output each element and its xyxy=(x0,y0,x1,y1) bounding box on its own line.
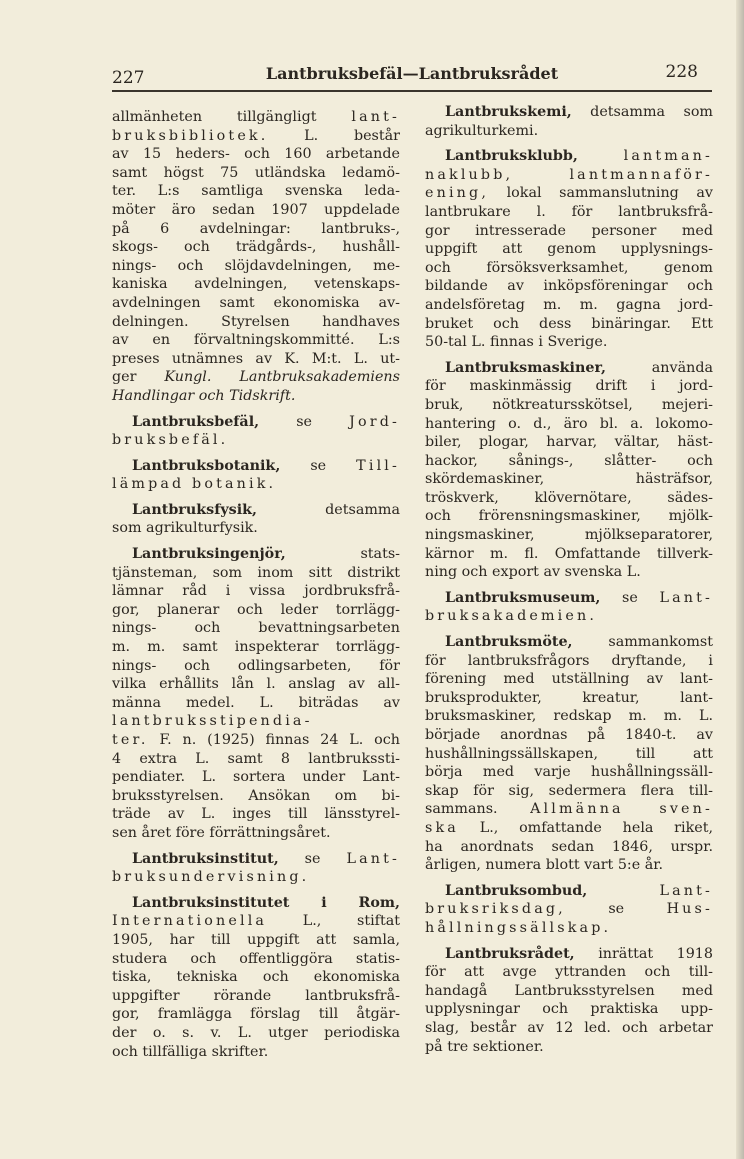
spaced-reference: Till- xyxy=(356,457,400,474)
text-segment: skap för sig, sedermera flera till- xyxy=(425,782,713,799)
text-line xyxy=(112,675,400,694)
text-segment: bruksmaskiner, redskap m. m. L. xyxy=(425,708,713,725)
dictionary-entry xyxy=(112,413,400,450)
text-line xyxy=(425,396,713,415)
text-segment: av 15 heders- och 160 arbetande xyxy=(112,146,400,163)
entry-headword: Lantbruksbotanik, xyxy=(132,457,281,474)
text-segment: detsamma xyxy=(257,501,400,518)
spaced-reference: ter. xyxy=(112,732,149,748)
page-edge xyxy=(736,0,744,1159)
entry-headword: Lantbruksrådet, xyxy=(445,945,575,962)
text-segment: lokal sammanslutning av xyxy=(489,185,713,202)
spaced-reference: ening, xyxy=(425,185,490,202)
text-line xyxy=(425,882,713,901)
text-line xyxy=(425,433,713,452)
text-line xyxy=(425,259,713,278)
left-page-number: 227 xyxy=(112,68,145,88)
text-segment: bruksstyrelsen. Ansökan om bi- xyxy=(112,787,400,804)
spaced-reference: Hus- xyxy=(666,901,713,918)
text-segment: pendiater. L. sortera under Lant- xyxy=(112,769,400,786)
spaced-reference: hållningssällskap. xyxy=(425,919,612,936)
text-segment: uppgift att genom upplysnings- xyxy=(425,241,713,258)
text-line xyxy=(425,315,713,334)
text-segment: av en förvaltningskommitté. L:s xyxy=(112,332,400,349)
spaced-reference: bruksbefäl. xyxy=(112,432,229,449)
header-rule xyxy=(112,90,712,92)
text-segment: andelsföretag m. m. gagna jord- xyxy=(425,296,713,313)
entry-headword: Lantbruksklubb, xyxy=(445,148,578,165)
text-line xyxy=(425,856,713,875)
text-segment: gor, framlägga förslag till åtgär- xyxy=(112,1006,400,1023)
text-line xyxy=(112,220,400,239)
text-segment: handagå Lantbruksstyrelsen med xyxy=(425,982,713,999)
text-line xyxy=(112,868,400,887)
text-line xyxy=(112,519,400,538)
text-segment: ning och export av svenska L. xyxy=(425,564,641,581)
text-segment: ha anordnats sedan 1846, urspr. xyxy=(425,838,713,855)
text-line xyxy=(112,1043,400,1062)
text-segment: männa medel. L. biträdas av xyxy=(112,694,400,711)
text-segment: sammans. xyxy=(425,801,531,818)
text-line xyxy=(425,707,713,726)
text-segment xyxy=(513,167,569,183)
text-line xyxy=(425,415,713,434)
text-segment: och tillfälliga skrifter. xyxy=(112,1043,269,1060)
text-line xyxy=(112,368,400,387)
text-segment: se xyxy=(565,901,667,918)
text-line xyxy=(112,712,400,731)
text-segment xyxy=(578,148,624,164)
spaced-reference: ska xyxy=(425,819,459,836)
text-line xyxy=(425,222,713,241)
text-segment: hushållningssällskapen, till att xyxy=(425,745,713,762)
text-segment: på tre sektioner. xyxy=(425,1038,544,1055)
italic-title: Handlingar och Tidskrift. xyxy=(112,387,296,404)
text-line xyxy=(112,475,400,494)
right-page-number: 228 xyxy=(665,62,698,82)
text-segment: bruksprodukter, kreatur, lant- xyxy=(425,689,713,706)
spaced-reference: Internationella xyxy=(112,913,268,930)
text-line xyxy=(425,838,713,857)
text-line xyxy=(425,945,713,964)
text-line xyxy=(425,726,713,745)
text-line xyxy=(112,1024,400,1043)
spaced-reference: lantman- xyxy=(623,148,713,165)
text-segment: L. består xyxy=(268,127,400,144)
text-segment: träde av L. inges till länsstyrel- xyxy=(112,806,400,823)
text-segment: för maskinmässig drift i jord- xyxy=(425,378,713,395)
text-line xyxy=(425,919,713,938)
entry-headword: Lantbruksfysik, xyxy=(132,501,258,518)
text-line xyxy=(425,359,713,378)
text-segment: preses utnämnes av K. M:t. L. ut- xyxy=(112,350,400,367)
entry-headword: Lantbruksombud, xyxy=(445,882,588,899)
text-segment: tjänsteman, som inom sitt distrikt xyxy=(112,564,400,581)
dictionary-entry xyxy=(425,633,713,875)
text-line xyxy=(112,201,400,220)
text-segment: årligen, numera blott vart 5:e år. xyxy=(425,857,664,874)
text-segment: se xyxy=(600,589,660,606)
text-line xyxy=(425,563,713,582)
spaced-reference: bruksundervisning. xyxy=(112,869,310,886)
text-segment: 4 extra L. samt 8 lantbrukssti- xyxy=(112,750,400,767)
text-line xyxy=(112,619,400,638)
text-line xyxy=(112,768,400,787)
text-segment: der o. s. v. L. utger periodiska xyxy=(112,1024,400,1041)
text-segment: m. m. samt inspekterar torrlägg- xyxy=(112,639,400,656)
text-segment: bruket och dess binäringar. Ett xyxy=(425,315,713,332)
text-line xyxy=(112,931,400,950)
entry-headword: Lantbrukskemi, xyxy=(445,104,572,120)
text-line xyxy=(425,633,713,652)
text-segment: avdelningen samt ekonomiska av- xyxy=(112,294,400,311)
text-line xyxy=(425,819,713,838)
header-title: Lantbruksbefäl—Lantbruksrådet xyxy=(265,64,559,83)
text-line xyxy=(112,564,400,583)
text-segment: ningsmaskiner, mjölkseparatorer, xyxy=(425,527,713,544)
text-segment: sammankomst xyxy=(572,634,713,651)
text-line xyxy=(425,963,713,982)
text-segment: vilka erhållits lån l. anslag av all- xyxy=(112,676,400,693)
text-line xyxy=(112,275,400,294)
text-line xyxy=(112,950,400,969)
text-segment: skördemaskiner, hästräfsor, xyxy=(425,471,713,488)
text-line xyxy=(425,122,713,141)
text-segment: ger xyxy=(112,369,165,386)
text-line xyxy=(425,1038,713,1057)
text-line xyxy=(112,545,400,564)
text-line xyxy=(112,238,400,257)
text-line xyxy=(425,203,713,222)
text-segment: lämnar råd i vissa jordbruksfrå- xyxy=(112,583,400,600)
text-line xyxy=(425,296,713,315)
text-segment: bildande av inköpsföreningar och xyxy=(425,278,713,295)
text-line xyxy=(112,350,400,369)
spaced-reference: lantbruksstipendia- xyxy=(112,713,313,730)
text-segment: tröskverk, klövernötare, sädes- xyxy=(425,489,713,506)
dictionary-entry xyxy=(112,457,400,494)
text-line xyxy=(425,470,713,489)
text-line xyxy=(112,987,400,1006)
text-segment: sen året före förrättningsåret. xyxy=(112,824,331,841)
text-segment: L., omfattande hela riket, xyxy=(458,819,713,836)
text-segment: använda xyxy=(605,359,713,376)
text-segment: som agrikulturfysik. xyxy=(112,520,258,537)
text-line xyxy=(112,294,400,313)
text-line xyxy=(425,184,713,203)
text-segment: se xyxy=(259,413,350,430)
text-segment: hantering o. d., äro bl. a. lokomo- xyxy=(425,415,713,432)
entry-headword: Lantbruksinstitut, xyxy=(132,850,279,867)
text-segment: bruk, nötkreatursskötsel, mejeri- xyxy=(425,396,713,413)
spaced-reference: bruksriksdag, xyxy=(425,901,566,918)
spaced-reference: Jord- xyxy=(349,413,400,430)
text-line xyxy=(112,850,400,869)
spaced-reference: lantmannaför- xyxy=(569,166,713,183)
text-line xyxy=(425,377,713,396)
entry-headword: Lantbruksmöte, xyxy=(445,634,573,651)
dictionary-entry xyxy=(425,945,713,1057)
text-segment: slag, består av 12 led. och arbetar xyxy=(425,1019,713,1036)
text-segment: på 6 avdelningar: lantbruks-, xyxy=(112,220,400,237)
text-line xyxy=(425,763,713,782)
text-segment: detsamma som xyxy=(571,104,713,120)
text-line xyxy=(112,164,400,183)
text-line xyxy=(425,240,713,259)
entry-headword: Lantbruksingenjör, xyxy=(132,546,286,563)
text-line xyxy=(112,894,400,913)
text-line xyxy=(112,313,400,332)
spaced-reference: lämpad botanik. xyxy=(112,476,277,493)
text-segment: tiska, tekniska och ekonomiska xyxy=(112,969,400,986)
text-segment: L., stiftat xyxy=(267,913,400,930)
spaced-reference: Lant- xyxy=(659,882,713,899)
text-line xyxy=(425,652,713,671)
text-line xyxy=(112,145,400,164)
dictionary-entry xyxy=(425,882,713,938)
text-line xyxy=(112,431,400,450)
text-segment: gor, planerar och leder torrlägg- xyxy=(112,601,400,618)
text-segment: se xyxy=(278,850,347,867)
left-column xyxy=(112,108,400,1068)
text-line xyxy=(425,507,713,526)
text-line xyxy=(112,968,400,987)
text-segment: stats- xyxy=(285,546,400,563)
running-header xyxy=(112,62,712,90)
text-segment: samt högst 75 utländska ledamö- xyxy=(112,164,400,181)
text-segment: gor intresserade personer med xyxy=(425,222,713,239)
entry-headword: Lantbruksinstitutet i Rom, xyxy=(132,894,400,911)
text-segment: börja med varje hushållningssäll- xyxy=(425,764,713,781)
dictionary-entry xyxy=(112,894,400,1061)
entry-headword: Lantbruksmaskiner, xyxy=(445,359,606,376)
text-segment: delningen. Styrelsen handhaves xyxy=(112,313,400,330)
text-line xyxy=(112,501,400,520)
text-segment: F. n. (1925) finnas 24 L. och xyxy=(148,732,400,748)
dictionary-entry xyxy=(112,850,400,887)
dictionary-entry xyxy=(112,501,400,538)
text-segment xyxy=(587,883,659,899)
dictionary-entry xyxy=(425,147,713,352)
text-segment: 50-tal L. finnas i Sverige. xyxy=(425,334,608,351)
text-line xyxy=(112,127,400,146)
spaced-reference: Lant- xyxy=(346,850,400,867)
text-segment: för att avge yttranden och till- xyxy=(425,964,713,981)
text-line xyxy=(112,108,400,127)
text-line xyxy=(425,1000,713,1019)
text-line xyxy=(425,670,713,689)
text-line xyxy=(425,607,713,626)
text-line xyxy=(112,805,400,824)
spaced-reference: bruksakademien. xyxy=(425,608,598,625)
dictionary-entry xyxy=(425,103,713,140)
spaced-reference: naklubb, xyxy=(425,166,514,183)
text-line xyxy=(112,694,400,713)
text-segment: kärnor m. fl. Omfattande tillverk- xyxy=(425,545,713,562)
text-line xyxy=(112,824,400,843)
text-line xyxy=(425,526,713,545)
dictionary-entry xyxy=(425,359,713,582)
text-segment: skogs- och trädgårds-, hushåll- xyxy=(112,239,400,256)
text-segment: 1905, har till uppgift att samla, xyxy=(112,931,400,948)
text-segment: uppgifter rörande lantbruksfrå- xyxy=(112,987,400,1004)
text-segment: upplysningar och praktiska upp- xyxy=(425,1001,713,1018)
text-line xyxy=(425,800,713,819)
text-line xyxy=(112,787,400,806)
text-line xyxy=(425,103,713,122)
dictionary-entry xyxy=(425,589,713,626)
dictionary-entry xyxy=(112,108,400,406)
text-line xyxy=(425,147,713,166)
text-line xyxy=(425,982,713,1001)
text-segment: möter äro sedan 1907 uppdelade xyxy=(112,201,400,218)
text-segment: se xyxy=(280,457,357,474)
text-line xyxy=(425,333,713,352)
text-line xyxy=(112,657,400,676)
text-line xyxy=(112,413,400,432)
text-segment: ter. L:s samtliga svenska leda- xyxy=(112,183,400,200)
right-column xyxy=(425,103,713,1063)
text-line xyxy=(425,589,713,608)
text-segment: studera och offentliggöra statis- xyxy=(112,950,400,967)
text-segment: för lantbruksfrågors dryftande, i xyxy=(425,652,713,669)
text-segment: kaniska avdelningen, vetenskaps- xyxy=(112,276,400,293)
text-segment: agrikulturkemi. xyxy=(425,122,539,139)
text-line xyxy=(425,545,713,564)
text-segment: förening med utställning av lant- xyxy=(425,671,713,688)
text-segment: och försöksverksamhet, genom xyxy=(425,259,713,276)
dictionary-entry xyxy=(112,545,400,843)
text-line xyxy=(112,182,400,201)
text-segment: nings- och bevattningsarbeten xyxy=(112,620,400,637)
text-line xyxy=(425,745,713,764)
text-segment: nings- och slöjdavdelningen, me- xyxy=(112,257,400,274)
text-line xyxy=(112,912,400,931)
text-line xyxy=(112,1005,400,1024)
spaced-reference: lant- xyxy=(351,109,400,125)
text-segment: nings- och odlingsarbeten, för xyxy=(112,657,400,674)
text-segment: lantbrukare l. för lantbruksfrå- xyxy=(425,203,713,220)
text-segment: allmänheten tillgängligt xyxy=(112,109,352,125)
text-line xyxy=(112,257,400,276)
text-line xyxy=(112,582,400,601)
entry-headword: Lantbruksbefäl, xyxy=(132,413,260,430)
text-segment: biler, plogar, harvar, vältar, häst- xyxy=(425,434,713,451)
spaced-reference: Allmänna sven- xyxy=(530,801,713,818)
text-line xyxy=(112,731,400,750)
text-line xyxy=(425,900,713,919)
text-line xyxy=(425,166,713,185)
text-line xyxy=(425,489,713,508)
text-line xyxy=(112,457,400,476)
text-line xyxy=(112,601,400,620)
text-segment: inrättat 1918 xyxy=(574,945,713,962)
spaced-reference: Lant- xyxy=(659,589,713,606)
entry-headword: Lantbruksmuseum, xyxy=(445,589,601,606)
text-line xyxy=(112,331,400,350)
text-segment: hackor, sånings-, slåtter- och xyxy=(425,452,713,469)
text-line xyxy=(112,387,400,406)
text-line xyxy=(425,277,713,296)
text-line xyxy=(112,638,400,657)
text-line xyxy=(425,452,713,471)
text-line xyxy=(425,782,713,801)
text-segment: började anordnas på 1840-t. av xyxy=(425,727,713,743)
spaced-reference: bruksbibliotek. xyxy=(112,127,269,144)
text-line xyxy=(112,750,400,769)
text-line xyxy=(425,1019,713,1038)
text-segment: och frörensningsmaskiner, mjölk- xyxy=(425,508,713,525)
italic-title: Kungl. Lantbruksakademiens xyxy=(164,369,400,386)
text-line xyxy=(425,689,713,708)
